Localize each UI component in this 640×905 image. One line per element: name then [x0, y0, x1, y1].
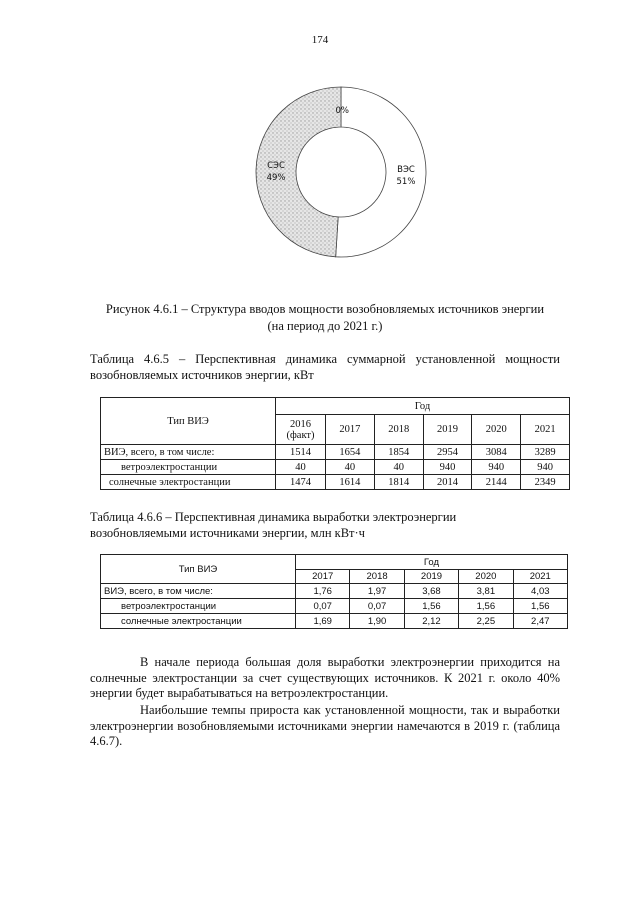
table2-row-label: солнечные электростанции	[101, 614, 296, 629]
table1-cell: 40	[374, 460, 423, 475]
table1-cell: 2014	[423, 475, 472, 490]
table2-year: 2020	[459, 570, 513, 584]
table-row	[101, 475, 570, 490]
table1-year: 2017	[326, 415, 375, 445]
table2-cell: 1,76	[296, 584, 350, 599]
table1-year: 2018	[374, 415, 423, 445]
generation-table	[100, 554, 568, 629]
table2-caption-line1: Таблица 4.6.6 – Перспективная динамика выработки электроэнергии	[90, 510, 457, 524]
table1-cell: 2349	[521, 475, 570, 490]
table1-cell: 1814	[374, 475, 423, 490]
table2-cell: 1,90	[350, 614, 404, 629]
slice-label-pct: 0%	[335, 106, 350, 117]
table1-row-label: солнечные электростанции	[101, 475, 276, 490]
figure-caption	[90, 301, 560, 335]
table2-cell: 3,81	[459, 584, 513, 599]
table1-cell: 940	[472, 460, 521, 475]
table1-caption: Таблица 4.6.5 – Перспективная динамика суммарной установленной мощности возобновляемых источников энергии, кВт	[90, 352, 560, 382]
table2-year: 2021	[513, 570, 567, 584]
table-row	[101, 599, 568, 614]
table2-cell: 0,07	[350, 599, 404, 614]
table1-cell: 1514	[276, 445, 326, 460]
table-row	[101, 584, 568, 599]
table2-cell: 1,56	[513, 599, 567, 614]
slice-label-pct: 51%	[396, 177, 416, 188]
table2-cell: 1,69	[296, 614, 350, 629]
table-row	[101, 445, 570, 460]
paragraph-2: Наибольшие темпы прироста как установленной мощности, так и выработки электроэнергии возобновляемыми источниками энергии намечаются в 2019 г. (таблица 4.6.7).	[90, 703, 560, 748]
table1-cell: 1854	[374, 445, 423, 460]
table2-caption	[90, 509, 560, 541]
table1-year: 2016 (факт)	[276, 415, 326, 445]
table2-cell: 1,97	[350, 584, 404, 599]
table2-cell: 2,25	[459, 614, 513, 629]
table1-cell: 3289	[521, 445, 570, 460]
table2-year: 2017	[296, 570, 350, 584]
table1-row-label: ВИЭ, всего, в том числе:	[101, 445, 276, 460]
slice-label-name: ВЭС	[397, 165, 415, 176]
table2-cell: 0,07	[296, 599, 350, 614]
table1-year: 2019	[423, 415, 472, 445]
table2-cell: 2,12	[404, 614, 458, 629]
donut-chart	[0, 0, 640, 300]
table-row	[101, 460, 570, 475]
slice-label-pct: 49%	[266, 172, 286, 183]
table2-year: 2019	[404, 570, 458, 584]
table2-cell: 2,47	[513, 614, 567, 629]
table1-cell: 40	[276, 460, 326, 475]
slice-label-name: СЭС	[267, 160, 285, 171]
table1-cell: 1474	[276, 475, 326, 490]
donut-slice	[256, 87, 341, 257]
donut-chart-svg	[0, 0, 640, 300]
table2-group-header: Год	[296, 555, 568, 570]
table1-col-header: Тип ВИЭ	[101, 398, 276, 445]
table-row	[101, 614, 568, 629]
figure-caption-line1: Рисунок 4.6.1 – Структура вводов мощности возобновляемых источников энергии	[105, 302, 545, 316]
table2-cell: 4,03	[513, 584, 567, 599]
paragraph-1: В начале периода большая доля выработки электроэнергии приходится на солнечные электростанции за счет существующих источников. К 2021 г. около 40% энергии будет вырабатываться на ветроэлектростанции.	[90, 655, 560, 700]
table1-cell: 1654	[326, 445, 375, 460]
table2-year: 2018	[350, 570, 404, 584]
table1-cell: 40	[326, 460, 375, 475]
table2-row-label: ВИЭ, всего, в том числе:	[101, 584, 296, 599]
table2-row-label: ветроэлектростанции	[101, 599, 296, 614]
table2-cell: 1,56	[404, 599, 458, 614]
table1-year: 2021	[521, 415, 570, 445]
table2-caption-line2: возобновляемыми источниками энергии, млн кВт·ч	[90, 526, 365, 540]
table1-cell: 2954	[423, 445, 472, 460]
table1-cell: 940	[521, 460, 570, 475]
table1-year: 2020	[472, 415, 521, 445]
table1-cell: 1614	[326, 475, 375, 490]
figure-caption-line2: (на период до 2021 г.)	[267, 319, 383, 333]
table1-row-label: ветроэлектростанции	[101, 460, 276, 475]
table1-cell: 940	[423, 460, 472, 475]
table2-cell: 1,56	[459, 599, 513, 614]
table2-col-header: Тип ВИЭ	[101, 555, 296, 584]
table2-cell: 3,68	[404, 584, 458, 599]
page-number: 174	[311, 34, 329, 46]
table1-cell: 3084	[472, 445, 521, 460]
table1-cell: 2144	[472, 475, 521, 490]
table1-group-header: Год	[276, 398, 570, 415]
capacity-table	[100, 397, 570, 490]
